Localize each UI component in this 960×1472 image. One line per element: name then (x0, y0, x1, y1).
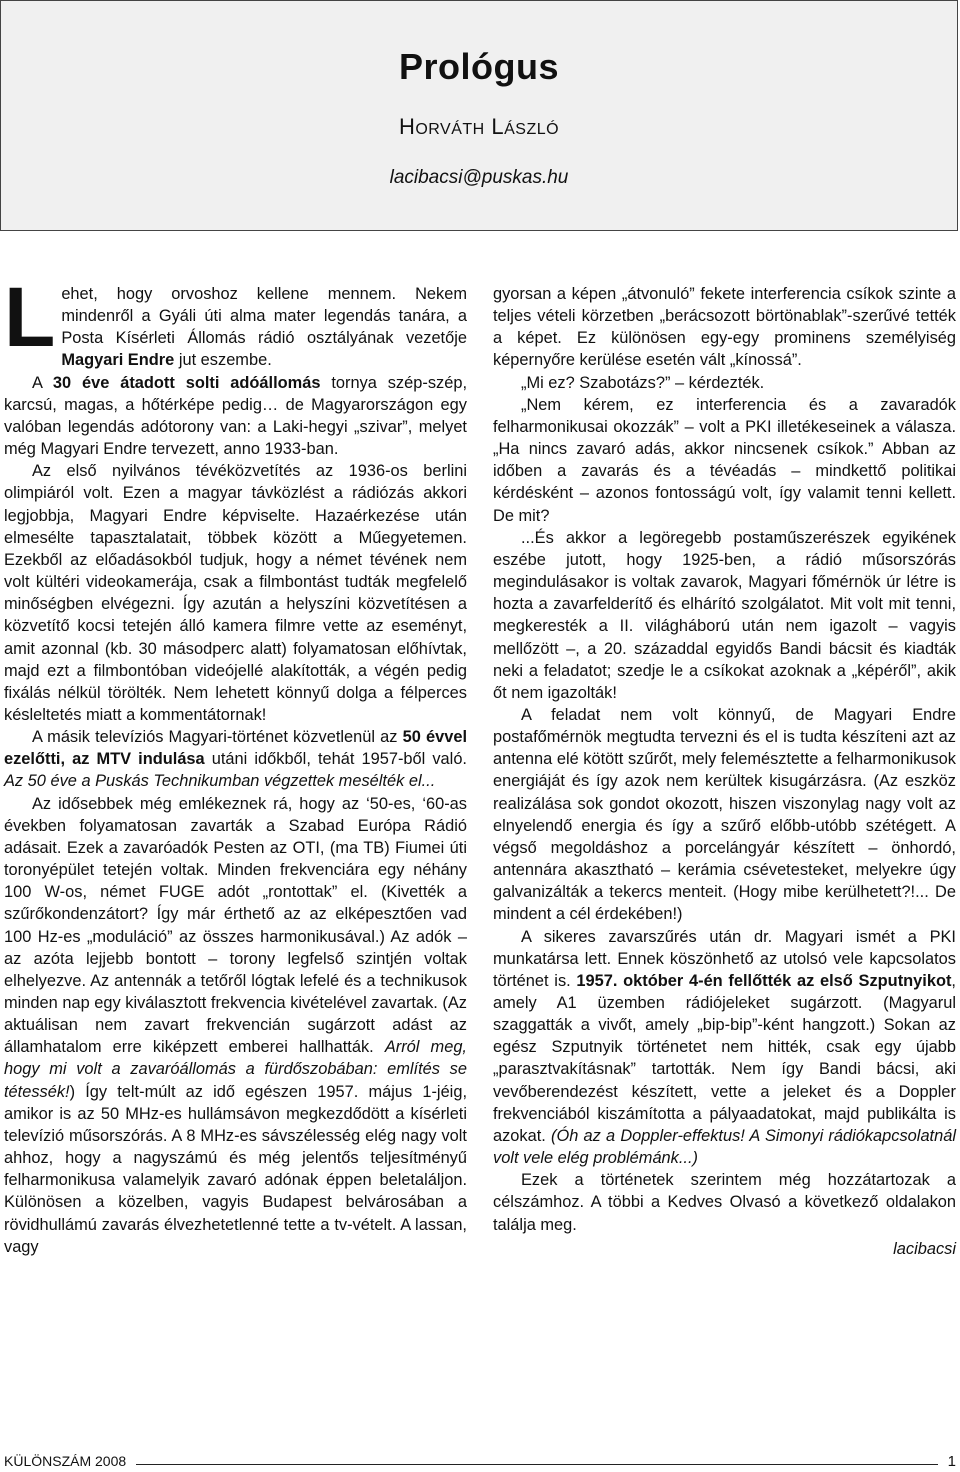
paragraph: gyorsan a képen „átvonuló” fekete interferencia csíkok szinte a teljes vételi körzetben „berácsozott börtönablak”-szerűvé tették a képet. Ez különösen egy-egy prominens személyiség képernyőre kerülése esetén vált „kínossá”. (493, 285, 956, 370)
author-last-initial: L (491, 114, 505, 139)
article-title: Prológus (398, 46, 559, 87)
page-number: 1 (947, 1452, 956, 1470)
paragraph: Ezek a történetek szerintem még hozzátartozak a célszámhoz. A többi a Kedves Olvasó a következő oldalakon találja meg. (493, 1171, 956, 1234)
text-run: A (32, 373, 53, 392)
paragraph: „Nem kérem, ez interferencia és a zavaradók felharmonikusai okozzák” – volt a PKI illetékeseinek a válasza. „Ha nincs zavaró adás, akkor nincsenek csíkok.” Abban az időben a zavarás és a tévéadás – mindkettő politikai kérdésként – azonos fontosságú volt, így valamit tenni kellett. De mit? (493, 395, 956, 525)
text-run: ehet, hogy orvoshoz kellene mennem. Nekem mindenről a Gyáli úti alma mater legendás tanára, a Posta Kísérleti Állomás rádió osztályának vezetője (61, 285, 467, 348)
text-run: jut eszembe. (174, 351, 272, 370)
author-last-rest: ÁSZLÓ (504, 121, 560, 138)
bold-run: 50 évvel ezelőtti, az MTV indulása (4, 728, 467, 769)
author-first-initial: H (398, 114, 416, 139)
italic-run: (Óh az a Doppler-effektus! A Simonyi rádiókapcsolatnál volt vele elég problémánk...) (493, 1126, 956, 1168)
text-run: , amely A1 üzemben rádiójeleket sugárzott. (Magyarul szaggatták a vivőt, amely „bip-bip”-ként hangzott.) Sokan az egész Szputnyik történetet nem hitték, csak egy újabb „parasztvakításnak” tartották. Nem így Bandi bácsi, aki vevőberendezést készített, vette a jeleket és a Doppler frekvenciából kiszámította a pályaadatokat, majd publikálta is azokat. (493, 971, 956, 1145)
text-run: utáni időkből, tehát 1957-ből való. (204, 750, 467, 769)
paragraph (4, 270, 467, 372)
paragraph: „Mi ez? Szabotázs?” – kérdezték. (521, 373, 765, 392)
drop-cap: L (4, 270, 56, 364)
paragraph: ...És akkor a legöregebb postaműszerészek egyikének eszébe jutott, hogy 1925-ben, a rádió műsorszórás megindulásakor is voltak zavarok, Magyari főmérnök úr létre is hozta a zavarfelderítő és elhárító szolgálatot. Mit volt mit tenni, megkeresték a II. világháború után nem igazolt – vagyis mellőzött –, a 20. századdal egyidős Bandi bácsit és kiadták neki a feladatot; szedje le a csíkokat azoknak a „képéről”, akik őt nem igazolták! (493, 528, 956, 702)
text-run: Az idősebbek még emlékeznek rá, hogy az ‘50-es, ‘60-as években folyamatosan zavarták a Szabad Európa Rádió adásait. Ezek a zavaróadók Pesten az OTI, (ma TB) Fiumei úti toronyépület tetején voltak. Minden frekvenciára egy néhány 100 W-os, német FUGE adót „rontottak” el. (Kivették a szűrőkondenzátort? Így már érthető az az elképesztően vad 100 Hz-es „moduláció” az összes harmonikusával.) Az adók – az azóta lejjebb bontott – torony legfelső szintjén voltak elhelyezve. Az antennák a tetőről lógtak lefelé és a technikusok minden nap egy kiválasztott frekvencia kivételével zavartak. (Az aktuálisan nem zavart frekvencián sugárzott adást az államhatalom erre kiképzett emberei hallhatták. (4, 794, 467, 1057)
bold-run: Magyari Endre (61, 351, 175, 370)
right-column (493, 283, 956, 1260)
author-first-rest: ORVÁTH (415, 121, 485, 138)
title-box (0, 0, 958, 231)
text-run: ) Így telt-múlt az idő egészen 1957. május 1-jéig, amikor is az 50 MHz-es hullámsávon megkezdődött a kísérleti televízió műsorszórás. A 8 MHz-es sávszélesség elég nagy volt ahhoz, hogy a nagyszámú és még jelentős teljesítményű felharmonikusa valamelyik zavaró adónak éppen beletaláljon. Különösen a közelben, vagyis Budapest belvárosában a rövidhullámú zavarás élvezhetetlenné tette a tv-vételt. A lassan, vagy (4, 1082, 467, 1256)
paragraph: Az első nyilvános tévéközvetítés az 1936-os berlini olimpiáról volt. Ezen a magyar távközlést a rádiózás akkori legjobbja, Magyari Endre képviselte. Hazaérkezése után elmesélte tapasztalatait, többek között a Műegyetemen. Ezekből az előadásokból tudjuk, hogy a német tévének nem volt kültéri videokamerája, csak a filmbontást tudták megfelelő minőségben elvégezni. Így azután a helyszíni közvetítésen a közvetítő kocsi tetején álló kamera filmre vette az eseményt, amit azonnal (kb. 30 másodperc alatt) folyamatosan előhívtak, majd ezt a filmbontóban videójellé alakították, a végén pedig fixálás nélkül törölték. Nem lehetett könnyű dolga a félperces késleltetés miatt a kommentátornak! (4, 462, 467, 724)
author-email: lacibacsi@puskas.hu (389, 167, 569, 188)
italic-run: Az 50 éve a Puskás Technikumban végzettek mesélték el... (4, 772, 436, 791)
italic-run: Arról meg, hogy mi volt a zavaróállomás a fürdőszobában: említés se tétessék! (4, 1038, 467, 1101)
text-run: A másik televíziós Magyari-történet közvetlenül az (32, 728, 403, 747)
footer-rule (136, 1464, 937, 1465)
page-footer (4, 1450, 956, 1472)
bold-run: 1957. október 4-én fellőtték az első Szputnyikot (576, 971, 952, 990)
author-name (1, 114, 957, 140)
paragraph (493, 926, 956, 1170)
signature: lacibacsi (893, 1239, 956, 1258)
paragraph (4, 726, 467, 792)
text-run: tornya szép-szép, karcsú, magas, a hőtérképe pedig… de Magyarországon egy valóban legendás adótorony van: a Laki-hegyi „szivar”, melyet még Magyari Endre tervezett, anno 1933-ban. (4, 373, 467, 459)
paragraph (4, 793, 467, 1258)
paragraph (4, 372, 467, 461)
paragraph: A feladat nem volt könnyű, de Magyari Endre postafőmérnök megtudta tervezni és el is tudta készíteni azt az antenna elé kötött szűrőt, mely felemésztette a felharmonikusok energiáját és így azok nem kerültek kisugárzásra. (Az eszköz realizálása sok gondot okozott, hiszen viszonylag nagy volt az elnyelendő energia és így a szűrő előbb-utóbb szétégett. A végső megoldáshoz a porcelángyár készített – önhordó, antennára akasztható – kerámia csévetesteket, melyekre úgy galvanizálták a tekercs menteit. (Hogy mibe kerülhetett?!... De mindent a cél érdekében!) (493, 705, 956, 924)
issue-label: KÜLÖNSZÁM 2008 (4, 1453, 127, 1469)
text-run: A sikeres zavarszűrés után dr. Magyari ismét a PKI munkatársa lett. Ennek köszönhető az utolsó vele kapcsolatos történet is. (493, 927, 956, 990)
left-column (4, 270, 467, 1258)
bold-run: 30 éve átadott solti adóállomás (52, 373, 321, 392)
